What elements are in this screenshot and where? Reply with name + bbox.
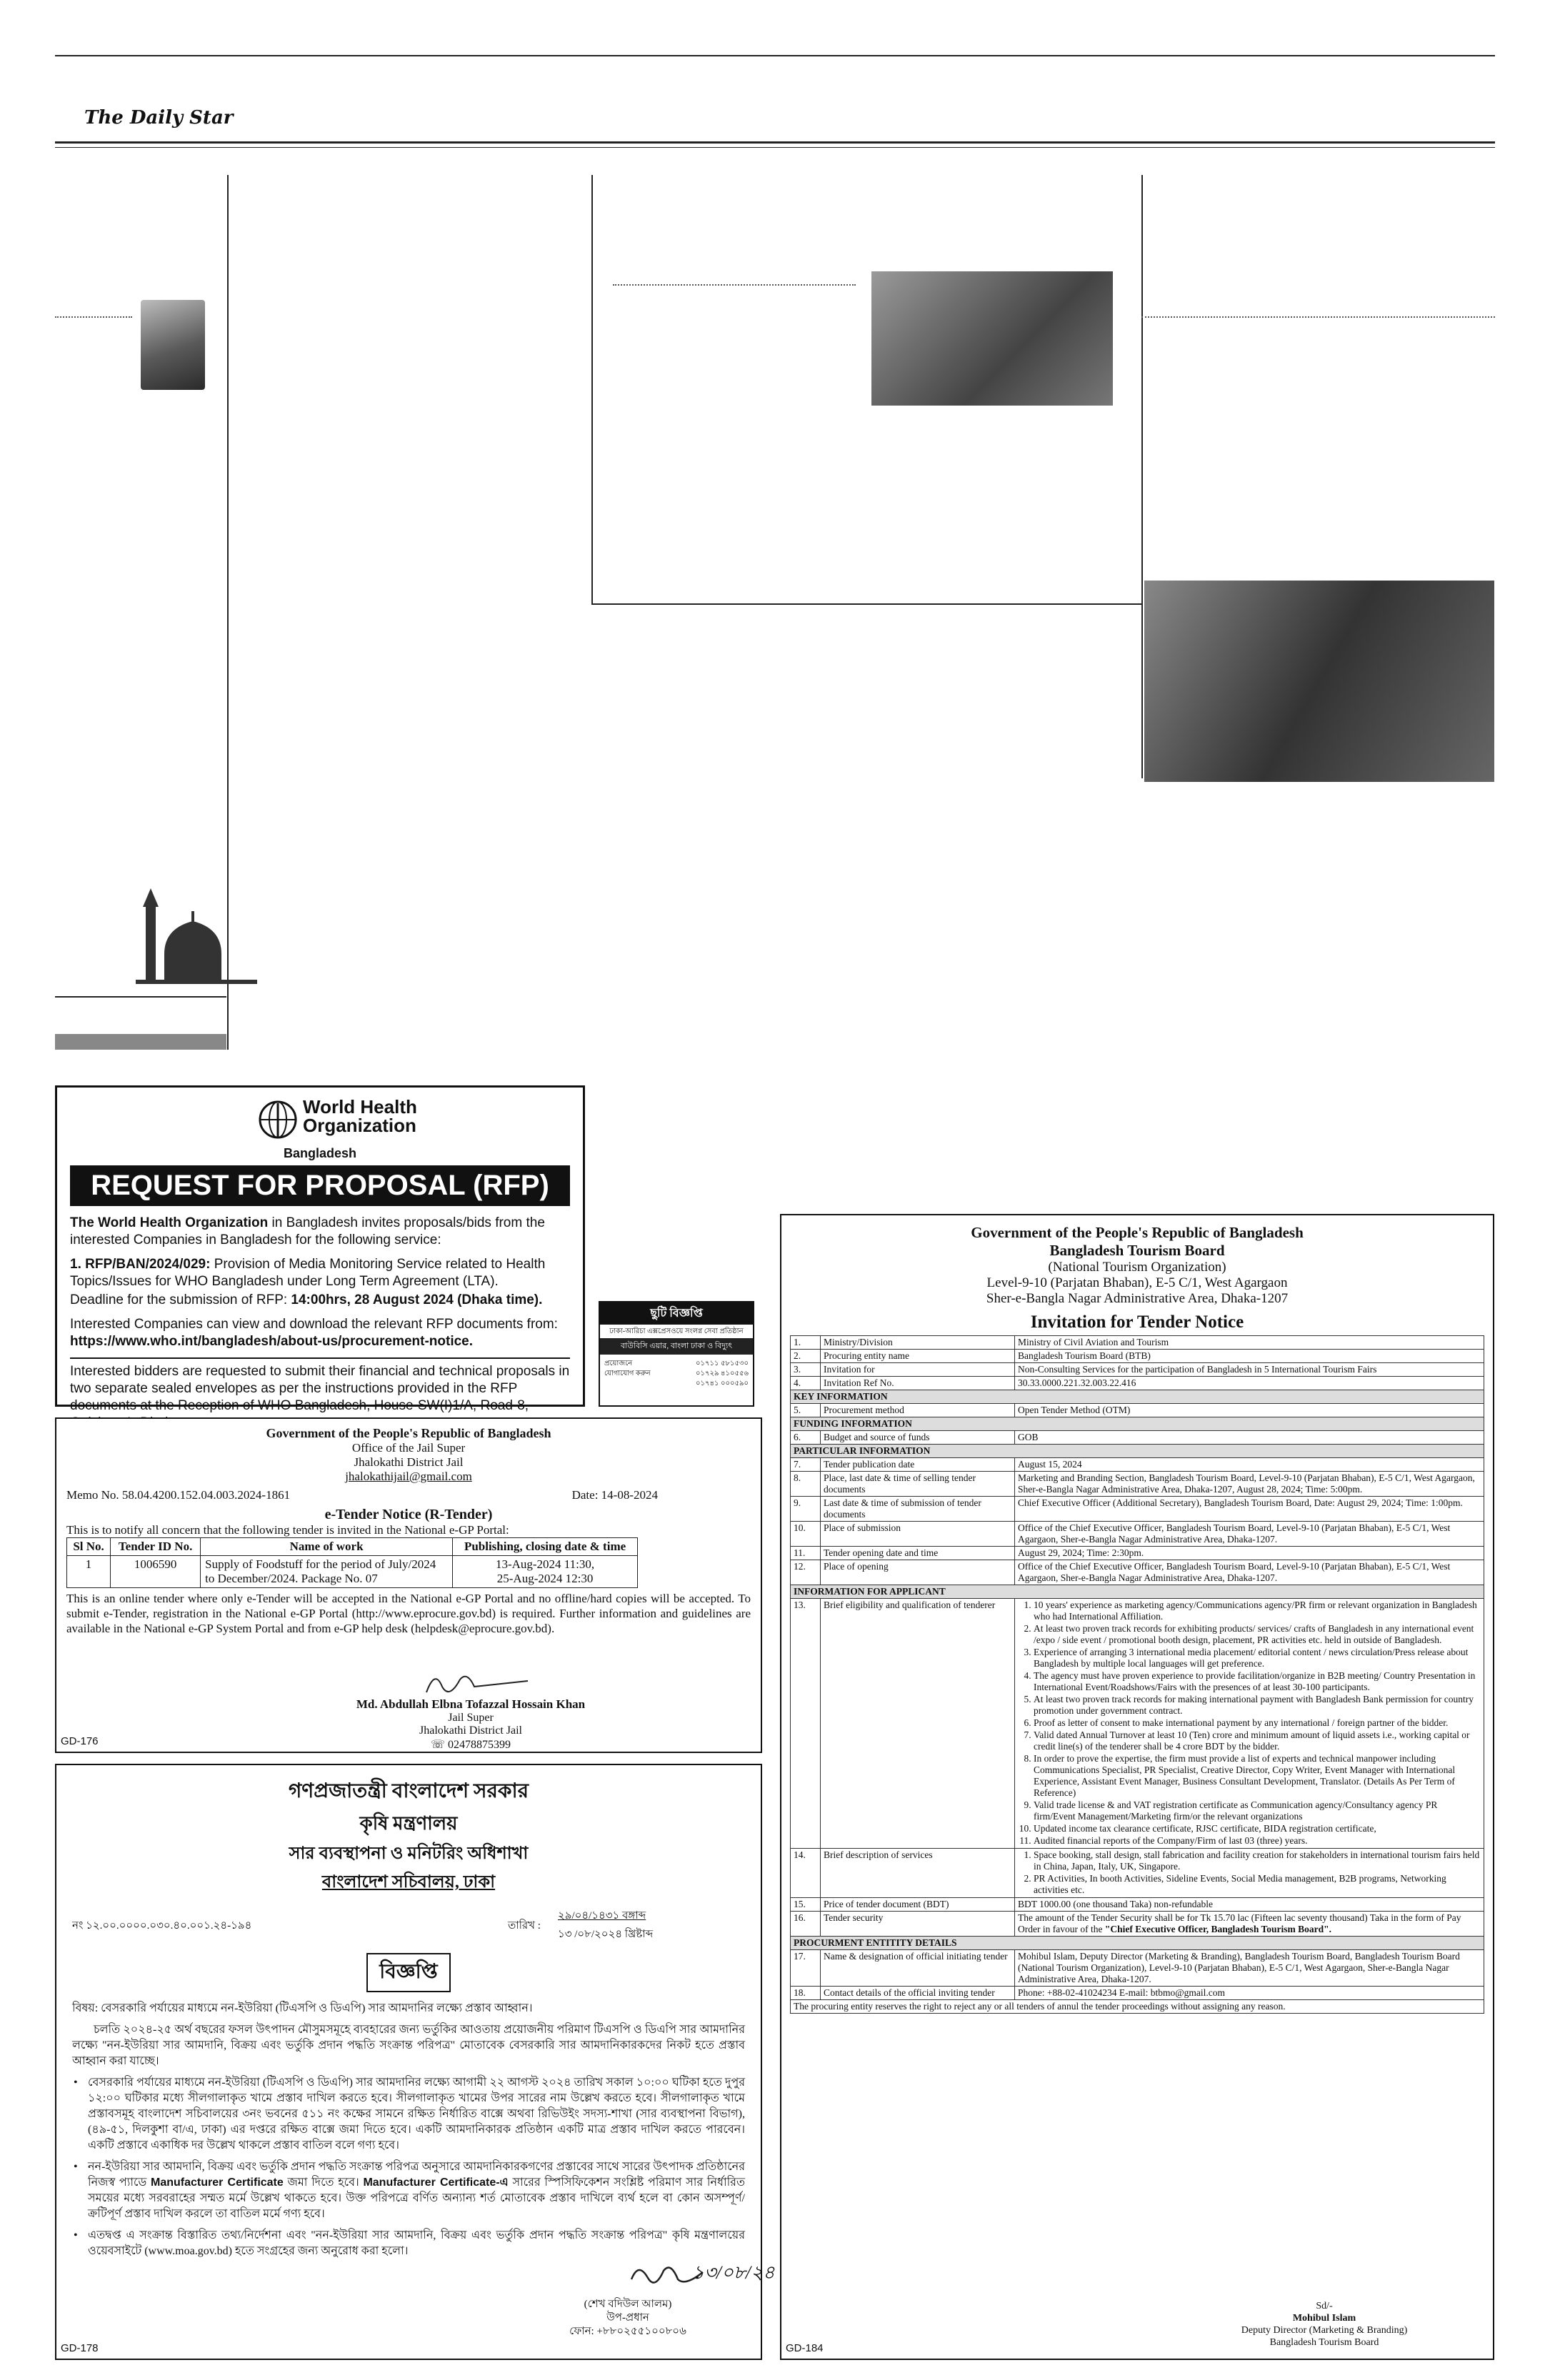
who-submit: Interested bidders are requested to submit their financial and technical proposals in two separate sealed envelopes as per the instructions provided in the RFP documents at the Reception of WHO Bangladesh, House-SW(I)1/A, Road-8, (70, 1357, 570, 1432)
table-row: 6. Budget and source of funds GOB (791, 1431, 1484, 1445)
btb-signer-title: Deputy Director (Marketing & Branding) (1241, 2325, 1408, 2336)
table-row: 8. Place, last date & time of selling tender documents Marketing and Branding Section, Bangladesh Tourism Board, Level-9-10 (Parjatan Bhaban), E-5 C/1, West Agargaon, Sher-e-Bangla Nagar Administrative Area, Dhaka-1207, August 28, 2024; Time: 5:00pm. (791, 1472, 1484, 1497)
tourism-tender-notice (780, 1214, 1494, 2360)
krishi-bullet1: • বেসরকারি পর্যায়ের মাধ্যমে নন-ইউরিয়া (টিএসপি ও ডিএপি) সার আমদানির লক্ষ্যে আগামী ২২ আগস্ট ২০২৪ তারিখ সকাল ১০:০০ ঘটিকা হতে দুপুর ১২:০০ ঘটিকার মধ্যে সীলগালাকৃত খামে প্রস্তাব দাখিল করতে হবে। সীলগালাকৃত খামের উপর সারের নাম উল্লেখ করতে হবে। সীলগালাকৃত খামে প্রস্তাবসমূহ বাংলাদেশ সচিবালয়ের ৩নং ভবনের ৫১১ নং কক্ষের সামনে রক্ষিত নির্ধারিত বাক্সে অথবা রিভিউইং সদস্য-শাখা (সার ব্যবস্থাপনা বিভাগ), (৪৯-৫১, দিলকুশা বা/এ, ঢাকা) এর দপ্তরে রক্ষিত বাক্সে জমা দিতে হবে। একটি আমদানিকারক প্রতিষ্ঠান একটি মাত্র প্রস্তাব দাখিল করতে পারবেন। একটি প্রস্তাবে একাধিক দর উল্লেখ থাকলে প্রস্তাব বাতিল বলে গণ্য হবে। (74, 2077, 745, 2151)
krishi-sig-date: ১৩/০৮/২৪ (692, 2262, 775, 2283)
table-row: 18. Contact details of the official inviting tender Phone: +88-02-41024234 E-mail: btbmo@gmail.com (791, 1987, 1484, 2000)
news-photo (871, 271, 1113, 406)
who-org-line2: Organization (303, 1115, 416, 1136)
list-item: 11. Audited financial reports of the Company/Firm of last 03 (three) years. (1034, 1835, 1481, 1847)
who-body (70, 1215, 570, 1432)
list-item: 2. At least two proven track records for exhibiting products/ services/ crafts of Bangladesh in any international event /expo / side event / promotional booth design, placement, PR activities etc. held in outside of Bangladesh. (1034, 1623, 1481, 1646)
jail-name: Jhalokathi District Jail (354, 1455, 464, 1469)
section-row: INFORMATION FOR APPLICANT (791, 1585, 1484, 1599)
jail-tender-notice (55, 1417, 762, 1753)
who-logo-block (70, 1096, 570, 1146)
who-org-line1: World Health (303, 1096, 417, 1118)
jail-gd-code: GD-176 (61, 1735, 99, 1747)
table-cell: 1 (67, 1556, 111, 1588)
table-row: 7. Tender publication date August 15, 2024 (791, 1458, 1484, 1472)
list-item: 5. At least two proven track records for making international payment with Bangladesh Bank permission for country promotion under government contract. (1034, 1694, 1481, 1717)
dotted-rule (55, 316, 132, 318)
jail-gov: Government of the People's Republic of Bangladesh (266, 1426, 551, 1440)
who-emblem-icon (257, 1099, 299, 1140)
jail-intro: This is to notify all concern that the following tender is invited in the National e-GP Portal: (66, 1523, 509, 1537)
krishi-para-last: • এতদ্বপ্ত এ সংক্রান্ত বিস্তারিত তথ্য/নির্দেশনা এবং "নন-ইউরিয়া সার আমদানি, বিক্রয় এবং ভর্তুকি প্রদান পদ্ধতি সংক্রান্ত পরিপত্র" কৃষি মন্ত্রণালয়ের ওয়েবসাইটে (www.moa.gov.bd) হতে সংগ্রহের জন্য অনুরোধ করা হলো। (74, 2229, 745, 2257)
table-header: Sl No. (67, 1538, 111, 1556)
list-item: 1. 10 years' experience as marketing agency/Communications agency/PR firm or relevant organization in Bangladesh who had International Affiliation. (1034, 1600, 1481, 1622)
table-cell: 13-Aug-2024 11:30, 25-Aug-2024 12:30 (453, 1556, 638, 1588)
table-cell: Supply of Foodstuff for the period of July/2024 to December/2024. Package No. 07 (201, 1556, 453, 1588)
krishi-body (72, 2001, 745, 2259)
krishi-date-label: তারিখ : (508, 1920, 541, 1932)
btb-board: Bangladesh Tourism Board (1049, 1242, 1225, 1259)
who-intro: The World Health Organization in Bangladesh invites proposals/bids from the interested Companies in Bangladesh for the following service: (70, 1215, 545, 1247)
jail-signer: Md. Abdullah Elbna Tofazzal Hossain Khan (356, 1697, 586, 1711)
holiday-line2: বাউবিসি এয়ার, বাংলা ঢাকা ও বিদ্যুৎ (600, 1338, 753, 1355)
list-item: 7. Valid dated Annual Turnover at least 10 (Ten) crore and minimum amount of liquid assets i.e., working capital or credit line(s) of the tenderer shall be 4 crore BDT by the bidder. (1034, 1729, 1481, 1752)
table-row: 16. Tender security The amount of the Tender Security shall be for Tk 15.70 lac (Fifteen lac seventy thousand) Taka in the form of Pay Order in favour of the "Chief Executive Officer, Bangladesh Tourism Board". (791, 1912, 1484, 1937)
table-row: 4. Invitation Ref No. 30.33.0000.221.32.003.22.416 (791, 1377, 1484, 1390)
column-divider-3 (1141, 175, 1143, 778)
table-row: 13. Brief eligibility and qualification of tenderer 1. 10 years' experience as marketing agency/Communications agency/PR firm or relevant organization in Bangladesh who had International Affiliation. 2. At least two proven track records for exhibiting products/ services/ crafts of Bangladesh in any international event /expo / side event / promotional booth design, placement, PR activities etc. held in outside of Bangladesh. 3. Experience of arranging 3 international media placement/ editorial content / news circulation/Press release about Bangladesh by multiple local languages will get preference. 4. The agency must have proven experience to provide facilitation/organize in B2B meeting/ Country Presentation in International Event/Roadshows/Fairs with the presences of at least 30-100 participants. 5. At least two proven track records for making international payment with Bangladesh Bank permission for country promotion under government contract. 6. Proof as letter of consent to make international payment by any international / foreign partner of the bidder. 7. Valid dated Annual Turnover at least 10 (Ten) crore and minimum amount of liquid assets i.e., working capital or credit line(s) of the tenderer shall be 4 crore BDT by the bidder. 8. In order to prove the expertise, the firm must provide a list of experts and technical manpower including Communications Specialist, PR Specialist, Creative Director, Copy Writer, Event Manager with International Experience, Assistant Event Manager, Business Consultant Development, Translator. (Details As Per Term of Reference) 9. Valid trade license & and VAT registration certificate as Communication agency/Consultancy agency PR firm/Event Management/Marketing firm/or the relevant organizations 10. Updated income tax clearance certificate, RJSC certificate, BIDA registration certificate, 11. Audited financial reports of the Company/Firm of last 03 (three) years. (791, 1599, 1484, 1849)
phone-icon: ☏ (430, 1739, 448, 1751)
jail-email[interactable]: jhalokathijail@gmail.com (345, 1470, 472, 1483)
agriculture-notice (55, 1764, 775, 2360)
krishi-gd-code: GD-178 (61, 2342, 99, 2354)
gray-bar (55, 1034, 226, 1050)
holiday-title: ছুটি বিজ্ঞপ্তি (600, 1302, 753, 1325)
table-header: Publishing, closing date & time (453, 1538, 638, 1556)
btb-sub: (National Tourism Organization) (1048, 1260, 1226, 1275)
table-row: 17. Name & designation of official initiating tender Mohibul Islam, Deputy Director (Marketing & Branding), Bangladesh Tourism Board, Bangladesh Tourism Board (National Tourism Organization), Level-9-10 (Parjatan Bhaban), E-5 C/1, West Agargaon, Sher-e-Bangla Nagar Administrative Area, Dhaka-1207. (791, 1950, 1484, 1987)
table-header: Tender ID No. (111, 1538, 201, 1556)
table-row: 14. Brief description of services 1. Space booking, stall design, stall fabrication and facility creation for stakeholders in international tourism fairs held in China, Japan, Italy, UK, Singapore. 2. PR Activities, In booth Activities, Sideline Events, Social Media management, B2B programs, Networking activities etc. (791, 1849, 1484, 1898)
table-row (67, 1556, 638, 1588)
btb-gd-code: GD-184 (786, 2342, 824, 2354)
group-photo (1144, 581, 1494, 782)
column-divider-2 (591, 175, 593, 603)
krishi-title: বিজ্ঞপ্তি (366, 1953, 450, 1992)
list-item: 8. In order to prove the expertise, the firm must provide a list of experts and technical manpower including Communications Specialist, PR Specialist, Creative Director, Copy Writer, Event Manager with International Experience, Assistant Event Manager, Business Consultant Development, Translator. (Details As Per Term of Reference) (1034, 1753, 1481, 1799)
column-divider-horizontal (591, 603, 1141, 605)
holiday-phone-label: প্রয়োজনে যোগাযোগ করুন (604, 1360, 651, 1377)
top-rule (55, 55, 1495, 56)
masthead-rule (55, 141, 1495, 144)
btb-addr2: Sher-e-Bangla Nagar Administrative Area, Dhaka-1207 (986, 1291, 1289, 1306)
holiday-line1: ঢাকা-আরিচা এক্সপ্রেসওয়ে সংলগ্ন সেবা প্রতিষ্ঠান (609, 1327, 744, 1335)
table-row: 11. Tender opening date and time August 29, 2024; Time: 2:30pm. (791, 1547, 1484, 1560)
krishi-bullet2: • নন-ইউরিয়া সার আমদানি, বিক্রয় এবং ভর্তুকি প্রদান পদ্ধতি সংক্রান্ত পরিপত্র অনুসারে আমদানিকারকগণের প্রস্তাবের সাথে সারের উৎপাদক প্রতিষ্ঠানের নিজস্ব প্যাডে Manufacturer Certificate জমা দিতে হবে। Manufacturer Certificate-এ সারের স্পিসিফিকেশন সংশ্লিষ্ট পরিমাণ সার নির্ধারিত সময়ের মধ্যে সরবরাহের সম্মত মর্মে উল্লেখ থাকতে হবে। উক্ত পরিপত্রে বর্ণিত অন্যান্য শর্ত মোতাবেক প্রস্তাব দাখিলে ব্যর্থ হলে বা কোন অসম্পূর্ণ/ক্রটিপূর্ণ প্রস্তাব দাখিল করলে তা বাতিল মর্মে গণ্য হবে। (74, 2161, 745, 2220)
section-row: KEY INFORMATION (791, 1390, 1484, 1404)
list-item: 4. The agency must have proven experience to provide facilitation/organize in B2B meeting/ Country Presentation in International Event/Roadshows/Fairs with the presences of at least 30-100 participants. (1034, 1670, 1481, 1693)
rfp-banner: REQUEST FOR PROPOSAL (RFP) (70, 1165, 570, 1206)
table-row: 2. Procuring entity name Bangladesh Tourism Board (BTB) (791, 1350, 1484, 1363)
table-row: 15. Price of tender document (BDT) BDT 1000.00 (one thousand Taka) non-refundable (791, 1898, 1484, 1912)
who-deadline: Deadline for the submission of RFP: 14:00hrs, 28 August 2024 (Dhaka time). (70, 1292, 543, 1307)
who-item: 1. RFP/BAN/2024/029: Provision of Media Monitoring Service related to Health Topics/Issues for WHO Bangladesh under Long Term Agreement (LTA). (70, 1257, 546, 1289)
list-item: 10. Updated income tax clearance certificate, RJSC certificate, BIDA registration certificate, (1034, 1823, 1481, 1834)
list-item: 6. Proof as letter of consent to make international payment by any international / foreign partner of the bidder. (1034, 1717, 1481, 1729)
table-row: 12. Place of opening Office of the Chief Executive Officer, Bangladesh Tourism Board, Level-9-10 (Parjatan Bhaban), E-5 C/1, West Agargaon, Sher-e-Bangla Nagar Administrative Area, Dhaka-1207. (791, 1560, 1484, 1585)
short-rule (55, 996, 226, 998)
btb-signer-org: Bangladesh Tourism Board (1269, 2337, 1379, 2348)
jail-body: This is an online tender where only e-Tender will be accepted in the National e-GP Portal and no offline/hard copies will be accepted. To submit e-Tender, registration in the National e-GP Portal (http://www.eprocure.gov.bd) is required. Further information and guidelines are available in the National e-GP System Portal and from e-GP help desk (helpdesk@eprocure.gov.bd). (66, 1592, 751, 1635)
table-header-row (67, 1538, 638, 1556)
mosque-icon (136, 885, 257, 985)
krishi-memo: নং ১২.০০.০০০০.০৩০.৪০.০০১.২৪-১৯৪ (72, 1920, 252, 1932)
holiday-notice-ad (599, 1301, 754, 1407)
dotted-rule (613, 284, 856, 286)
krishi-ministry: কৃষি মন্ত্রণালয় (359, 1813, 458, 1834)
who-download-link[interactable]: https://www.who.int/bangladesh/about-us/procurement-notice. (70, 1334, 474, 1349)
section-row: PARTICULAR INFORMATION (791, 1445, 1484, 1458)
btb-gov: Government of the People's Republic of Bangladesh (971, 1224, 1304, 1241)
table-row: 3. Invitation for Non-Consulting Services for the participation of Bangladesh in 5 International Tourism Fairs (791, 1363, 1484, 1377)
jail-title: e-Tender Notice (R-Tender) (324, 1507, 493, 1522)
krishi-gov: গণপ্রজাতন্ত্রী বাংলাদেশ সরকার (288, 1780, 529, 1802)
table-row: 1. Ministry/Division Ministry of Civil Aviation and Tourism (791, 1336, 1484, 1350)
krishi-para1: চলতি ২০২৪-২৫ অর্থ বছরের ফসল উৎপাদন মৌসুমসমূহে ব্যবহারের জন্য ভর্তুকির আওতায় প্রয়োজনীয় পরিমাণ টিএসপি ও ডিএপি সার আমদানির লক্ষ্যে "নন-ইউরিয়া সার আমদানি, বিক্রয় এবং ভর্তুকি প্রদান পদ্ধতি সংক্রান্ত পরিপত্র" মোতাবেক বেসরকারি সার আমদানিকারকদের নিকট হতে প্রস্তাব আহ্বান করা যাচ্ছে। (72, 2024, 746, 2067)
jail-date: Date: 14-08-2024 (571, 1488, 658, 1502)
jail-phone: ☏ 02478875399 (430, 1739, 511, 1751)
jail-signer-org: Jhalokathi District Jail (419, 1724, 522, 1737)
table-row: 10. Place of submission Office of the Chief Executive Officer, Bangladesh Tourism Board, Level-9-10 (Parjatan Bhaban), E-5 C/1, West Agargaon, Sher-e-Bangla Nagar Administrative Area, Dhaka-1207. (791, 1522, 1484, 1547)
jail-signer-title: Jail Super (448, 1712, 494, 1724)
list-item: 2. PR Activities, In booth Activities, Sideline Events, Social Media management, B2B programs, Networking activities etc. (1034, 1873, 1481, 1896)
jail-table (66, 1537, 638, 1588)
krishi-date1: ২৯/০৪/১৪৩১ বঙ্গাব্দ (558, 1910, 646, 1922)
jail-memo: Memo No. 58.04.4200.152.04.003.2024-1861 (66, 1488, 291, 1502)
btb-table (790, 1335, 1484, 2014)
btb-title: Invitation for Tender Notice (1030, 1312, 1244, 1332)
btb-footer: The procuring entity reserves the right to reject any or all tenders of annul the tender proceedings without assigning any reason. (791, 2000, 1484, 2014)
columnist-photo (141, 300, 205, 390)
who-rfp-ad (55, 1085, 585, 1413)
section-row: PROCURMENT ENTITITY DETAILS (791, 1937, 1484, 1950)
eligibility-list (1018, 1600, 1481, 1847)
btb-addr1: Level-9-10 (Parjatan Bhaban), E-5 C/1, West Agargaon (986, 1275, 1288, 1290)
table-row: 9. Last date & time of submission of tender documents Chief Executive Officer (Additional Secretary), Bangladesh Tourism Board, Date: August 29, 2024; Time: 1:00pm. (791, 1497, 1484, 1522)
table-header: Name of work (201, 1538, 453, 1556)
list-item: 3. Experience of arranging 3 international media placement/ editorial content / news circulation/Press release about Bangladesh by multiple local languages will get preference. (1034, 1647, 1481, 1669)
dotted-rule (1141, 316, 1495, 318)
btb-signer: Mohibul Islam (1292, 2313, 1356, 2324)
krishi-division: সার ব্যবস্থাপনা ও মনিটরিং অধিশাখা (289, 1844, 529, 1863)
holiday-phone: ০১৭৪১ ০০০৫৯০ (696, 1380, 749, 1387)
krishi-place: বাংলাদেশ সচিবালয়, ঢাকা (321, 1873, 496, 1892)
krishi-signer: (শেখ বদিউল আলম) (584, 2299, 672, 2310)
table-cell: 1006590 (111, 1556, 201, 1588)
btb-sd: Sd/- (1316, 2301, 1333, 2311)
list-item: 1. Space booking, stall design, stall fabrication and facility creation for stakeholders in international tourism fairs held in China, Japan, Italy, UK, Singapore. (1034, 1849, 1481, 1872)
holiday-phone: ০১৭২৯ ৪১০৫৫৬ (696, 1370, 749, 1377)
signature-icon (421, 1665, 535, 1701)
table-row (791, 2000, 1484, 2014)
masthead-logo: The Daily Star (84, 107, 234, 129)
services-list (1018, 1849, 1481, 1896)
krishi-date2: ১৩ /০৮/২০২৪ খ্রিষ্টাব্দ (558, 1929, 654, 1940)
holiday-phone: ০১৭১১ ৫৮১৫৩০ (696, 1360, 749, 1367)
krishi-subject: বিষয়: বেসরকারি পর্যায়ের মাধ্যমে নন-ইউরিয়া (টিএসপি ও ডিএপি) সার আমদানির লক্ষ্যে প্রস্তাব আহ্বান। (72, 2002, 533, 2014)
masthead-rule-thin (55, 147, 1495, 148)
who-download: Interested Companies can view and download the relevant RFP documents from: https://www.who.int/bangladesh/about-us/procurement-notice. (70, 1317, 558, 1349)
table-row: 5. Procurement method Open Tender Method (OTM) (791, 1404, 1484, 1417)
jail-office: Office of the Jail Super (351, 1441, 466, 1455)
list-item: 9. Valid trade license & and VAT registration certificate as Communication agency/Consultancy agency PR firm/Event Management/Marketing firm/or the relevant organizations (1034, 1799, 1481, 1822)
krishi-signer-title: উপ-প্রধান (606, 2312, 649, 2324)
section-row: FUNDING INFORMATION (791, 1417, 1484, 1431)
krishi-phone: ফোন: +৮৮০২৫৫১০০৮০৬ (569, 2326, 686, 2337)
who-country: Bangladesh (283, 1146, 357, 1160)
